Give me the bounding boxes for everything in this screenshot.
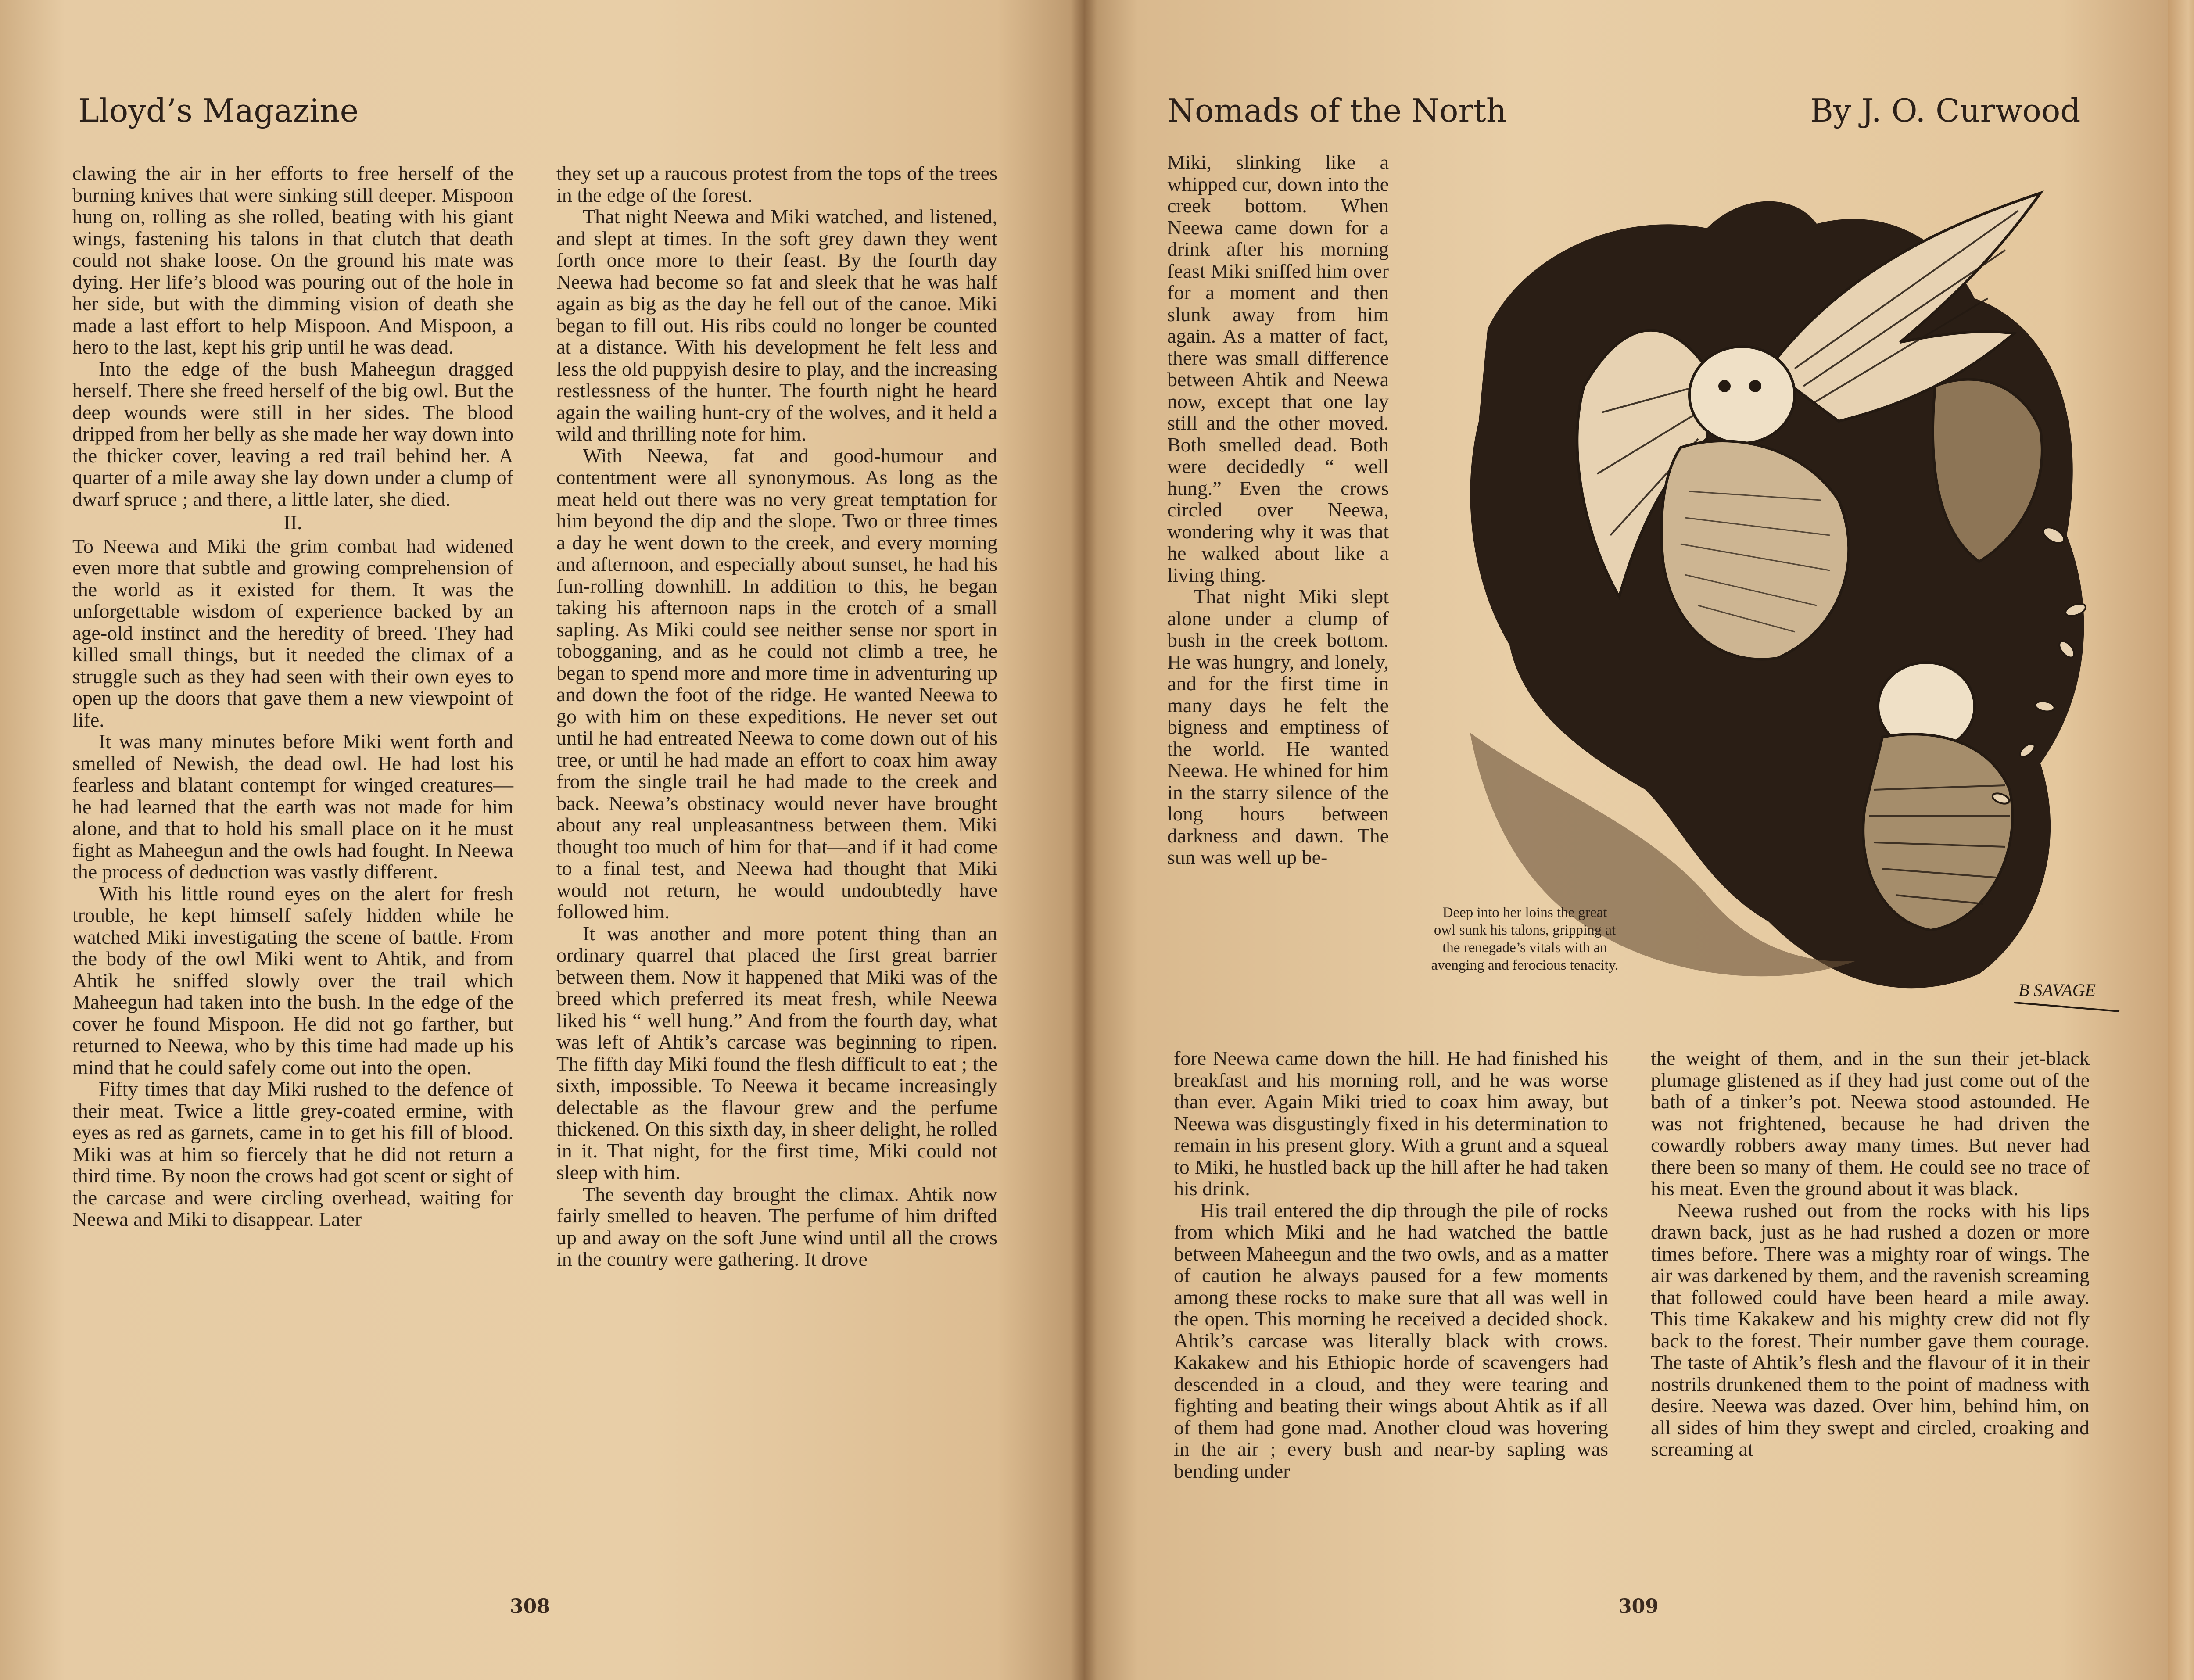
right-column-2 [1651,1047,2090,1460]
paragraph: Neewa rushed out from the rocks with his lips drawn back, just as he had rushed a dozen or more times before. There was a mighty roar of wings. The air was darkened by them, and the ravenish screaming that followed could have been heard a mile away. This time Kakakew and his mighty crew did not fly back to the forest. Their number gave them courage. The taste of Ahtik’s flesh and the flavour of it in their nostrils drunkened them to the point of madness with desire. Neewa was dazed. Over him, behind him, on all sides of him they swept and circled, croaking and screaming at [1651,1199,2090,1460]
left-column-2 [556,162,997,1270]
paragraph: the weight of them, and in the sun their jet-black plumage glistened as if they had just come out of the bath of a tinker’s pot. Neewa stood astounded. He was not frightened, because he had driven the cowardly robbers away many times. But never had there been so many of them. He could see no trace of his meat. Even the ground about it was black. [1651,1047,2090,1200]
paragraph: To Neewa and Miki the grim combat had widened even more that subtle and growing comprehension of the world as it existed for them. It was the unforgettable wisdom of experience backed by an age-old instinct and the heredity of breed. They had killed small things, but it needed the climax of a struggle such as they had seen with their own eyes to open up the doors that gave them a new viewpoint of life. [72,534,513,731]
book-gutter [1071,0,1097,1680]
page-edge [2168,0,2194,1680]
running-head-title: Nomads of the North [1167,92,1507,129]
running-head-left: Lloyd’s Magazine [78,92,359,129]
running-head-author: By J. O. Curwood [1810,92,2081,129]
illustration-caption: Deep into her loins the great owl sunk his talons, gripping at the renegade’s vitals with an avenging and ferocious tenacity. [1431,905,1619,973]
paragraph: clawing the air in her efforts to free herself of the burning knives that were sinking still deeper. Mispoon hung on, rolling as she rolled, beating with his giant wings, fastening his talons in that clutch that death could not shake loose. On the ground his mate was dying. Her life’s blood was pouring out of the hole in her side, but with the dimming vision of death she made a last effort to help Mispoon. And Mispoon, a hero to the last, kept his grip until he was dead. [72,162,513,358]
left-column-1 [72,162,513,1230]
page-number-left: 308 [510,1595,550,1618]
paragraph: With his little round eyes on the alert for fresh trouble, he kept himself safely hidden while he watched Miki investigating the scene of battle. From the body of the owl Miki went to Ahtik, and from Ahtik he sniffed slowly over the trail which Maheegun had taken into the bush. In the edge of the cover he found Mispoon. He did not go farther, but returned to Neewa, who by this time had made up his mind that he could safely come out into the open. [72,882,513,1078]
owl-head [1689,347,1795,443]
right-wrap-column [1167,151,1389,868]
illustration-signature: B SAVAGE [2018,980,2096,1000]
paragraph: That night Neewa and Miki watched, and listened, and slept at times. In the soft grey dawn they went forth once more to their feast. By the fourth day Neewa had become so fat and sleek that he was half again as big as the day he fell out of the canoe. Miki began to fill out. His ribs could no longer be counted at a distance. With his development he felt less and less the old puppyish desire to play, and the increasing restlessness of the hunter. The fourth night he heard again the wailing hunt-cry of the wolves, and it held a wild and thrilling note for him. [556,205,997,445]
paragraph: they set up a raucous protest from the tops of the trees in the edge of the forest. [556,162,997,206]
paragraph: His trail entered the dip through the pile of rocks from which Miki and he had watched the battle between Maheegun and the two owls, and as a matter of caution he always paused for a few moments among these rocks to make sure that all was well in the open. This morning he received a decided shock. Ahtik’s carcase was literally black with crows. Kakakew and his Ethiopic horde of scavengers had descended in a cloud, and they were tearing and fighting and beating their wings about Ahtik as if all of them had gone mad. Another cloud was hovering in the air ; every bush and near-by sapling was bending under [1174,1199,1608,1482]
paragraph: Fifty times that day Miki rushed to the defence of their meat. Twice a little grey-coated ermine, with eyes as red as garnets, came in to get his fill of blood. Miki was at him so fiercely that he did not return a third time. By noon the crows had got scent or sight of the carcase and were circling overhead, waiting for Neewa and Miki to disappear. Later [72,1078,513,1230]
left-page [0,0,1084,1680]
right-column-1 [1174,1047,1608,1482]
page-number-right: 309 [1618,1595,1659,1618]
paragraph: Into the edge of the bush Maheegun dragged herself. There she freed herself of the big owl. But the deep wounds were still in her sides. The blood dripped from her belly as she made her way down into the thicker cover, leaving a red trail behind her. A quarter of a mile away she lay down under a clump of dwarf spruce ; and there, a little later, she died. [72,357,513,510]
paragraph: fore Neewa came down the hill. He had finished his breakfast and his morning roll, and he was worse than ever. Again Miki tried to coax him away, but Neewa was disgustingly fixed in his determination to remain in his present glory. With a grunt and a squeal to Miki, he hustled back up the hill after he had taken his drink. [1174,1047,1608,1200]
paragraph: Miki, slinking like a whipped cur, down into the creek bottom. When Neewa came down for a drink after his morning feast Miki sniffed him over for a moment and then slunk away from him again. As a matter of fact, there was small difference between Ahtik and Neewa now, except that one lay still and the other moved. Both smelled dead. Both were decidedly “ well hung.” Even the crows circled over Neewa, wondering why it was that he walked about like a living thing. [1167,151,1389,586]
section-heading: II. [283,511,302,534]
paragraph: That night Miki slept alone under a clump of bush in the creek bottom. He was hungry, and lonely, and for the first time in many days he felt the bigness and emptiness of the world. He wanted Neewa. He whined for him in the starry silence of the long hours between darkness and dawn. The sun was well up be- [1167,585,1389,868]
paragraph: With Neewa, fat and good-humour and contentment were all synonymous. As long as the meat held out there was no very great temptation for him beyond the dip and the slope. Two or three times a day he went down to the creek, and every morning and afternoon, and especially about sunset, he had his fun-rolling downhill. In addition to this, he began taking his afternoon naps in the crotch of a small sapling. As Miki could see neither sense nor sport in tobogganing, and as he could not climb a tree, he began to spend more and more time in adventuring up and down the foot of the ridge. He wanted Neewa to go with him on these expeditions. He never set out until he had entreated Neewa to come down out of his tree, or until he had made an effort to coax him away from the single trail he had made to the creek and back. Neewa’s obstinacy would never have brought about any real unpleasantness between them. Miki thought too much of him for that—and if it had come to a final test, and Neewa had thought that Miki would not return, he would undoubtedly have followed him. [556,444,997,923]
paragraph: It was another and more potent thing than an ordinary quarrel that placed the first great barrier between them. Now it happened that Miki was of the breed which preferred its meat fresh, while Neewa liked his “ well hung.” And from the fourth day, what was left of Ahtik’s carcase was beginning to ripen. The fifth day Miki found the flesh difficult to eat ; the sixth, impossible. To Neewa it became increasingly delectable as the flavour grew and the perfume thickened. On this sixth day, in sheer delight, he rolled in it. That night, for the first time, Miki could not sleep with him. [556,922,997,1183]
paragraph: The seventh day brought the climax. Ahtik now fairly smelled to heaven. The perfume of him drifted up and away on the soft June wind until all the crows in the country were gathering. It drove [556,1182,997,1270]
owl-wolf-illustration [1435,140,2141,1031]
paragraph: It was many minutes before Miki went forth and smelled of Newish, the dead owl. He had lost his fearless and blatant contempt for winged creatures—he had learned that the earth was not made for him alone, and that to hold his small place on it he must fight as Maheegun and the owls had fought. In Neewa the process of deduction was vastly different. [72,730,513,883]
